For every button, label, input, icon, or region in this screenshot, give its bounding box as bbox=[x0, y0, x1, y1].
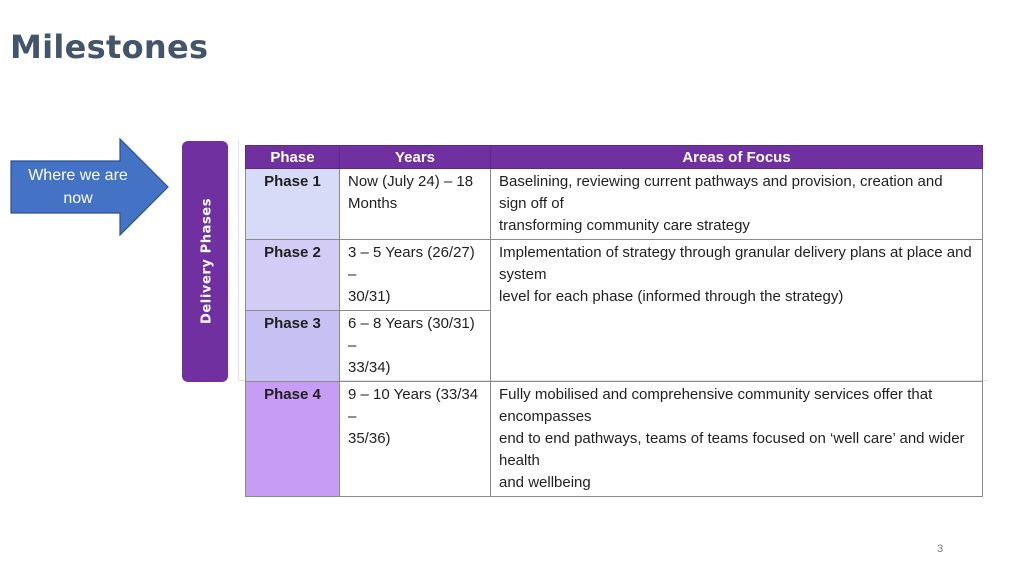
arrow-label-line1: Where we are bbox=[28, 167, 128, 184]
focus-cell bbox=[491, 240, 983, 382]
years-cell bbox=[340, 240, 491, 311]
header-areas-of-focus: Areas of Focus bbox=[491, 146, 983, 169]
focus-cell bbox=[491, 169, 983, 240]
focus-line: transforming community care strategy bbox=[499, 217, 750, 234]
focus-line: and wellbeing bbox=[499, 474, 591, 491]
years-line: Months bbox=[348, 195, 398, 212]
focus-line: Fully mobilised and comprehensive community services offer that encompasses bbox=[499, 386, 933, 425]
years-line: 33/34) bbox=[348, 359, 391, 376]
focus-line: level for each phase (informed through the strategy) bbox=[499, 288, 844, 305]
years-cell bbox=[340, 311, 491, 382]
table-row bbox=[246, 169, 983, 240]
years-line: 9 – 10 Years (33/34 – bbox=[348, 386, 479, 425]
phase-cell: Phase 3 bbox=[246, 311, 340, 382]
table-row bbox=[246, 240, 983, 311]
years-cell bbox=[340, 382, 491, 497]
delivery-phases-label: Delivery Phases bbox=[199, 197, 215, 325]
years-cell bbox=[340, 169, 491, 240]
focus-line: Baselining, reviewing current pathways and provision, creation and sign off of bbox=[499, 173, 943, 212]
years-line: 30/31) bbox=[348, 288, 391, 305]
years-line: 35/36) bbox=[348, 430, 391, 447]
focus-cell bbox=[491, 382, 983, 497]
table-header-row bbox=[246, 146, 983, 169]
phase-cell: Phase 1 bbox=[246, 169, 340, 240]
header-phase: Phase bbox=[246, 146, 340, 169]
phase-cell: Phase 2 bbox=[246, 240, 340, 311]
arrow-label bbox=[14, 164, 142, 210]
milestones-table bbox=[245, 145, 983, 497]
phase-cell: Phase 4 bbox=[246, 382, 340, 497]
page-number: 3 bbox=[937, 543, 944, 555]
focus-line: end to end pathways, teams of teams focused on ‘well care’ and wider health bbox=[499, 430, 965, 469]
focus-line: Implementation of strategy through granular delivery plans at place and system bbox=[499, 244, 972, 283]
years-line: 6 – 8 Years (30/31) – bbox=[348, 315, 475, 354]
header-years: Years bbox=[340, 146, 491, 169]
table-row bbox=[246, 382, 983, 497]
arrow-label-line2: now bbox=[63, 190, 93, 207]
slide-title: Milestones bbox=[10, 28, 209, 66]
years-line: 3 – 5 Years (26/27) – bbox=[348, 244, 475, 283]
years-line: Now (July 24) – 18 bbox=[348, 173, 474, 190]
